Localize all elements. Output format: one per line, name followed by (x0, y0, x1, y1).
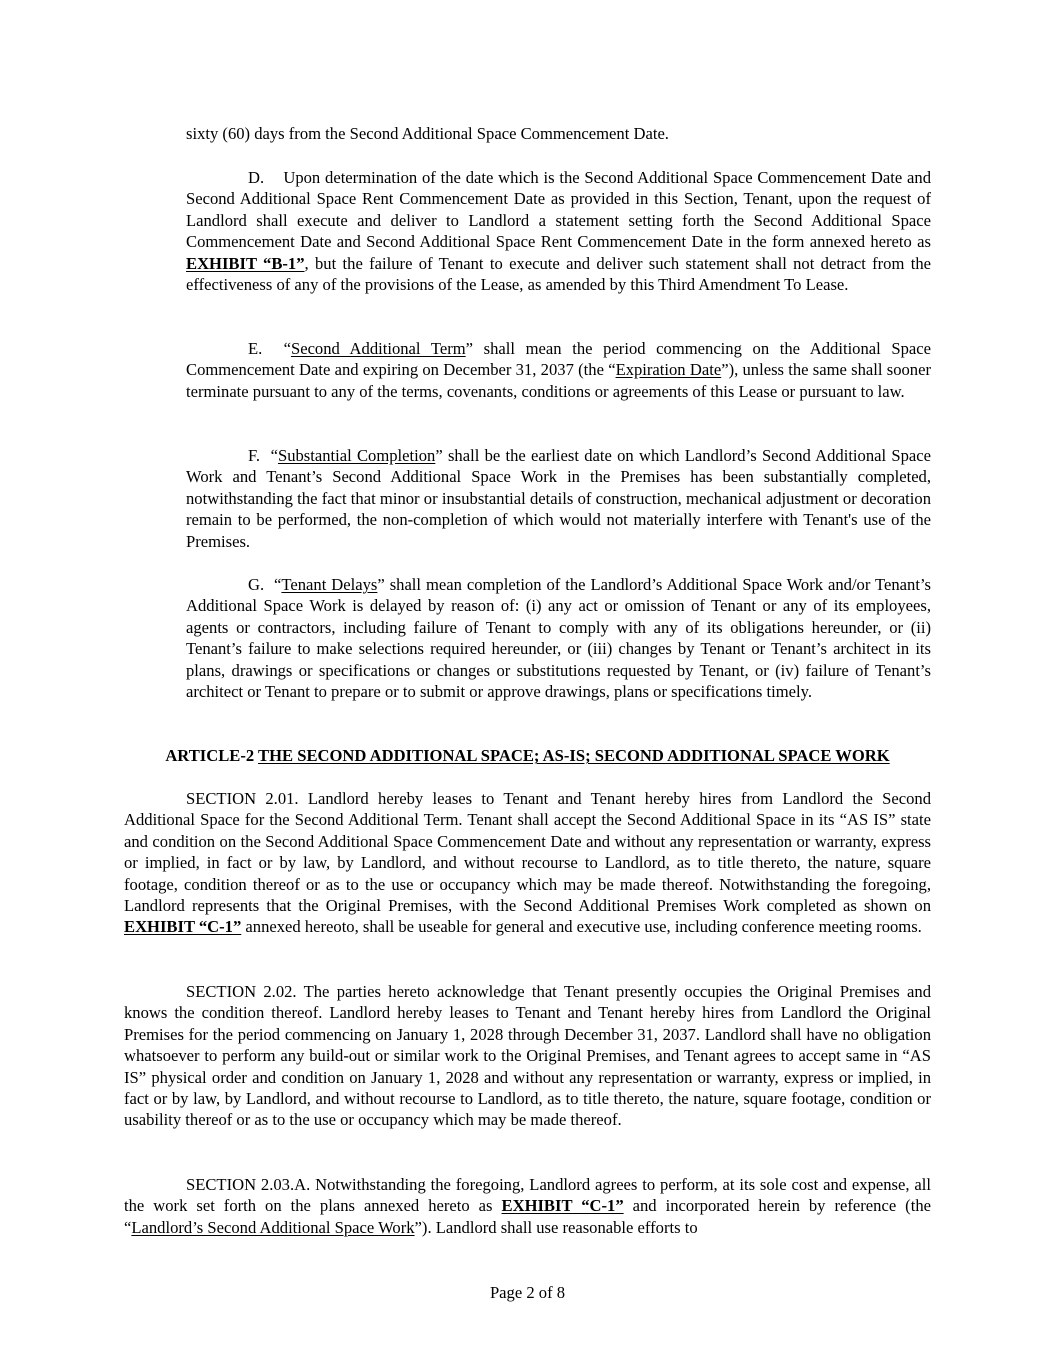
defined-term: Expiration Date (615, 360, 722, 380)
paragraph-d: D. Upon determination of the date which is the Second Additional Space Commencement Date and Second Additional Space Rent Commencement Date as provided in this Section, Tenant, upon the request of Landlord shall execute and deliver to Landlord a statement setting forth the Second Additional Space Commencement Date and Second Additional Space Rent Commencement Date in the form annexed hereto as EXHIBIT “B-1”, but the failure of Tenant to execute and deliver such statement shall not detract from the effectiveness of any of the provisions of the Lease, as amended by this Third Amendment To Lease. (186, 168, 932, 295)
section-2-01: SECTION 2.01. Landlord hereby leases to Tenant and Tenant hereby hires from Landlord the Second Additional Space for the Second Additional Term. Tenant shall accept the Second Additional Space in its “AS IS” state and condition on the Second Additional Space Commencement Date and without any representation or warranty, express or implied, in fact or by law, by Landlord, and without recourse to Landlord, as to title thereto, the nature, square footage, condition thereof or as to the use or occupancy which may be made thereof. Notwithstanding the foregoing, Landlord represents that the Original Premises, with the Second Additional Premises Work completed as shown on EXHIBIT “C-1” annexed hereoto, shall be useable for general and executive use, including conference meeting rooms. (124, 789, 931, 937)
section-2-02: SECTION 2.02. The parties hereto acknowledge that Tenant presently occupies the Original Premises and knows the condition thereof. Landlord hereby leases to Tenant and Tenant hereby hires from Landlord the Original Premises for the period commencing on January 1, 2028 through December 31, 2037. Landlord shall have no obligation whatsoever to perform any build-out or similar work to the Original Premises, and Tenant agrees to accept same in “AS IS” physical order and condition on January 1, 2028 and without any representation or warranty, express or implied, in fact or by law, by Landlord, and without recourse to Landlord, as to title thereto, the nature, square footage, condition or usability thereof or as to the use or occupancy which may be made thereof. (124, 982, 931, 1130)
paragraph-continuation: sixty (60) days from the Second Additional Space Commencement Date. (186, 124, 669, 143)
paragraph-label: D. (248, 168, 265, 187)
section-2-03a: SECTION 2.03.A. Notwithstanding the foregoing, Landlord agrees to perform, at its sole cost and expense, all the work set forth on the plans annexed hereto as EXHIBIT “C-1” and incorporated herein by reference (the “Landlord’s Second Additional Space Work”). Landlord shall use reasonable efforts to (124, 1175, 931, 1237)
paragraph-e: E. “Second Additional Term” shall mean the period commencing on the Additional Space Commencement Date and expiring on December 31, 2037 (the “Expiration Date”), unless the same shall sooner terminate pursuant to any of the terms, covenants, conditions or agreements of this Lease or pursuant to law. (186, 339, 932, 401)
defined-term: Second Additional Term (290, 339, 466, 358)
article-heading: ARTICLE-2 THE SECOND ADDITIONAL SPACE; AS-IS; SECOND ADDITIONAL SPACE WORK (165, 746, 890, 765)
paragraph-g: G. “Tenant Delays” shall mean completion of the Landlord’s Additional Space Work and/or Tenant’s Additional Space Work is delayed by reason of: (i) any act or omission of Tenant or any of its employees, agents or contractors, including failure of Tenant to comply with any of its obligations hereunder, or (ii) Tenant’s failure to make selections required hereunder, or (iii) changes by Tenant or Tenant’s architect in its plans, drawings or specifications or changes or substitutions requested by Tenant, or (iv) failure of Tenant’s architect or Tenant to prepare or to submit or approve drawings, plans or specifications timely. (186, 575, 932, 702)
exhibit-c1-ref: EXHIBIT “C-1” (501, 1196, 624, 1216)
defined-term: Substantial Completion (277, 446, 436, 465)
page-number: Page 2 of 8 (489, 1283, 566, 1302)
paragraph-label: G. (248, 575, 265, 594)
defined-term: Landlord’s Second Additional Space Work (131, 1217, 415, 1237)
paragraph-label: E. (248, 339, 263, 358)
exhibit-c1-ref: EXHIBIT “C-1” (124, 917, 242, 937)
exhibit-b1-ref: EXHIBIT “B-1” (186, 253, 305, 273)
defined-term: Tenant Delays (281, 575, 378, 594)
paragraph-label: F. (248, 446, 261, 465)
paragraph-f: F. “Substantial Completion” shall be the earliest date on which Landlord’s Second Additional Space Work and Tenant’s Second Additional Space Work in the Premises has been substantially completed, notwithstanding the fact that minor or insubstantial details of construction, mechanical adjustment or decoration remain to be performed, the non-completion of which would not materially interfere with Tenant's use of the Premises. (186, 446, 931, 551)
